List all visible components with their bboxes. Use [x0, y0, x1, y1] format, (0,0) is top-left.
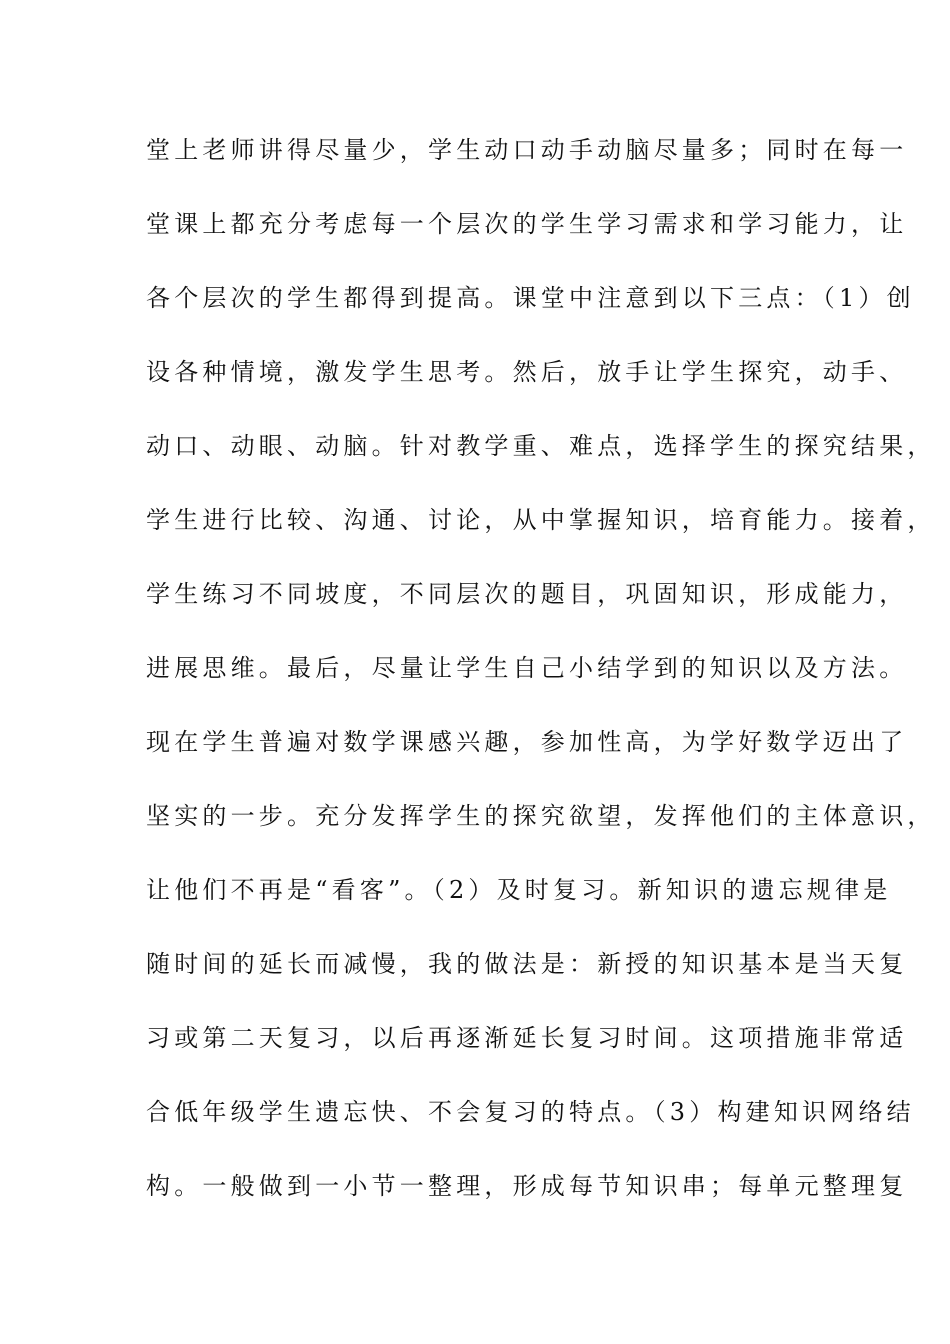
text-line: 设各种情境，激发学生思考。然后，放手让学生探究，动手、 [146, 358, 908, 386]
text-line: 各个层次的学生都得到提高。课堂中注意到以下三点：（1）创 [146, 284, 915, 312]
text-line: 动口、动眼、动脑。针对教学重、难点，选择学生的探究结果， [146, 432, 936, 460]
body-text [146, 128, 936, 1238]
text-line: 进展思维。最后，尽量让学生自己小结学到的知识以及方法。 [146, 654, 908, 682]
text-line: 堂课上都充分考虑每一个层次的学生学习需求和学习能力，让 [146, 210, 908, 238]
text-line: 合低年级学生遗忘快、不会复习的特点。（3）构建知识网络结 [146, 1098, 915, 1126]
text-line: 学生进行比较、沟通、讨论，从中掌握知识，培育能力。接着， [146, 506, 936, 534]
text-line: 习或第二天复习，以后再逐渐延长复习时间。这项措施非常适 [146, 1024, 908, 1052]
text-line: 随时间的延长而减慢，我的做法是：新授的知识基本是当天复 [146, 950, 908, 978]
text-line: 构。一般做到一小节一整理，形成每节知识串；每单元整理复 [146, 1172, 908, 1200]
text-line: 学生练习不同坡度，不同层次的题目，巩固知识，形成能力， [146, 580, 908, 608]
text-line: 现在学生普遍对数学课感兴趣，参加性高，为学好数学迈出了 [146, 728, 908, 756]
text-line: 坚实的一步。充分发挥学生的探究欲望，发挥他们的主体意识， [146, 802, 936, 830]
text-line: 堂上老师讲得尽量少，学生动口动手动脑尽量多；同时在每一 [146, 136, 908, 164]
text-line: 让他们不再是“看客”。（2）及时复习。新知识的遗忘规律是 [146, 876, 892, 904]
